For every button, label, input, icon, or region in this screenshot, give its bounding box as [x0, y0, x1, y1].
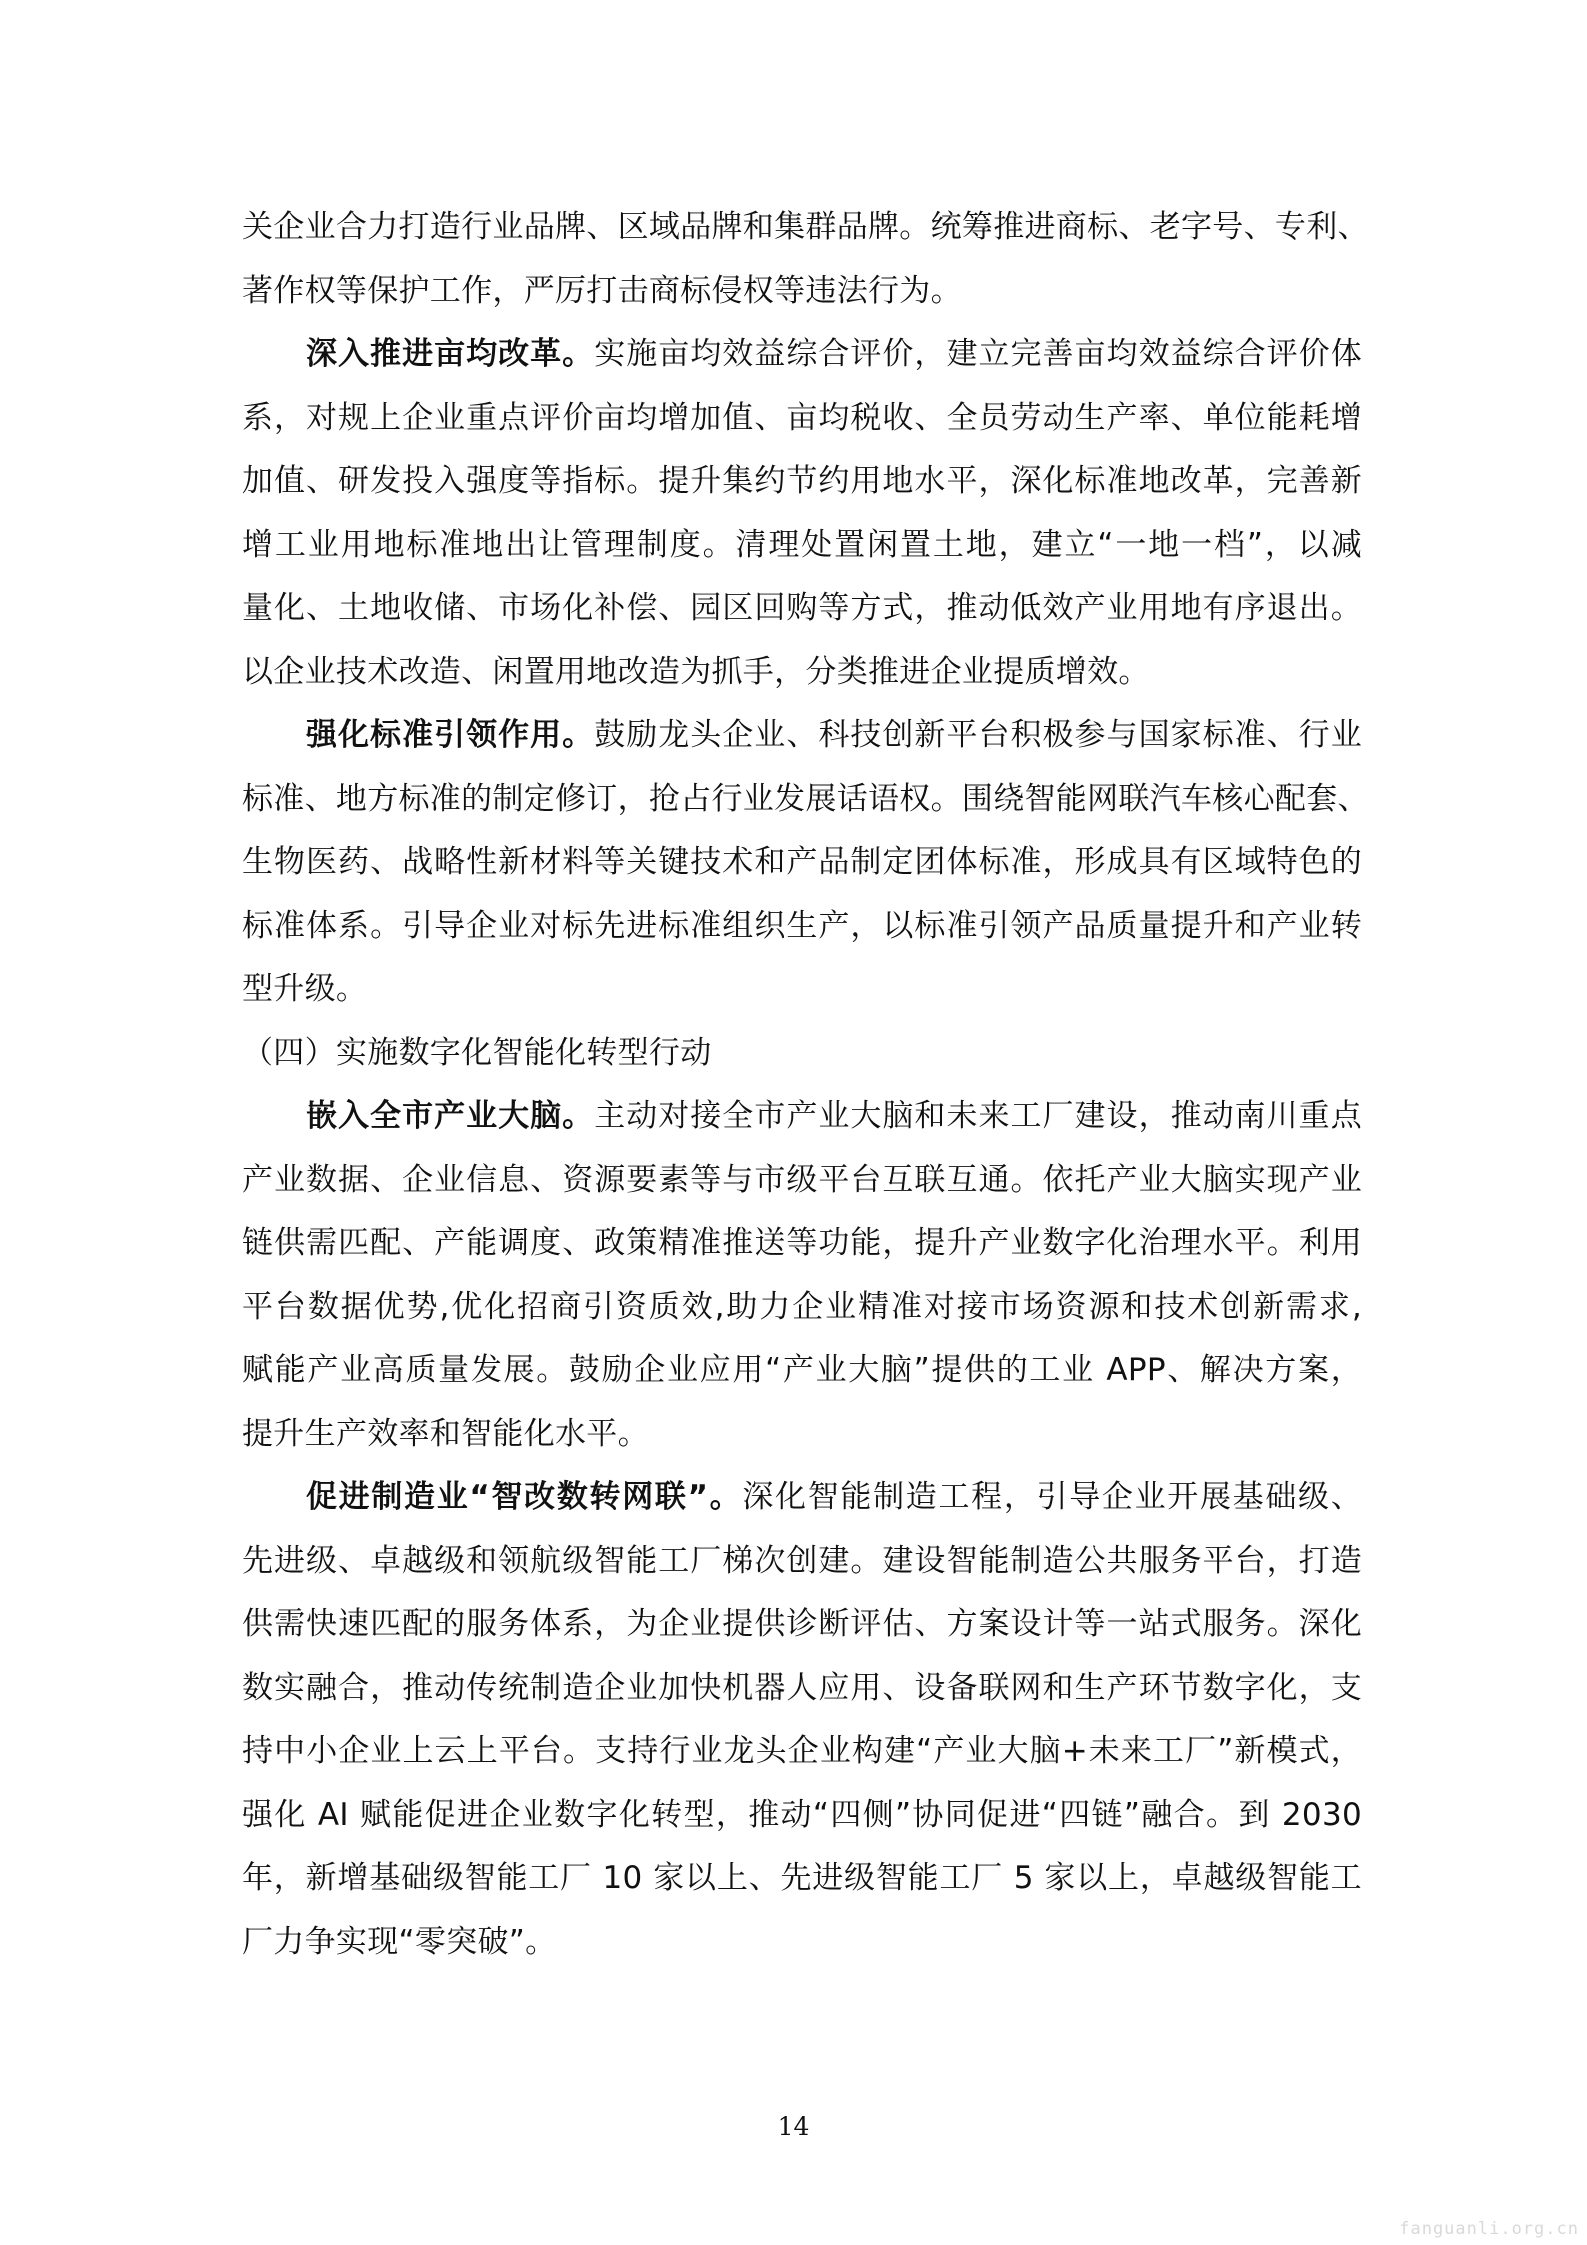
- paragraph-line: 生物医药、战略性新材料等关键技术和产品制定团体标准，形成具有区域特色的: [242, 844, 1362, 880]
- paragraph-bold-lead: 促进制造业“智改数转网联”。: [306, 1479, 743, 1515]
- paragraph-line: 赋能产业高质量发展。鼓励企业应用“产业大脑”提供的工业 APP、解决方案，: [242, 1352, 1362, 1388]
- paragraph-line: 系，对规上企业重点评价亩均增加值、亩均税收、全员劳动生产率、单位能耗增: [242, 399, 1362, 436]
- paragraph-line: 型升级。: [242, 971, 368, 1007]
- paragraph-text: 实施亩均效益综合评价，建立完善亩均效益综合评价体: [594, 336, 1362, 372]
- paragraph-first-line: [242, 1085, 1362, 1149]
- paragraph-line: 链供需匹配、产能调度、政策精准推送等功能，提升产业数字化治理水平。利用: [242, 1225, 1362, 1261]
- paragraph-line: 标准体系。引导企业对标先进标准组织生产，以标准引领产品质量提升和产业转: [242, 907, 1362, 944]
- paragraph-line: 以企业技术改造、闲置用地改造为抓手，分类推进企业提质增效。: [242, 653, 1150, 690]
- paragraph-first-line: [242, 704, 1362, 768]
- paragraph-line: 平台数据优势,优化招商引资质效,助力企业精准对接市场资源和技术创新需求,: [242, 1288, 1362, 1325]
- paragraph-line: 提升生产效率和智能化水平。: [242, 1415, 649, 1452]
- paragraph-text: 鼓励龙头企业、科技创新平台积极参与国家标准、行业: [594, 717, 1362, 753]
- paragraph-bold-lead: 深入推进亩均改革。: [306, 336, 595, 372]
- paragraph-line: 数实融合，推动传统制造企业加快机器人应用、设备联网和生产环节数字化，支: [242, 1669, 1362, 1706]
- paragraph-first-line: [242, 1466, 1362, 1530]
- paragraph-line: 标准、地方标准的制定修订，抢占行业发展话语权。围绕智能网联汽车核心配套、: [242, 780, 1369, 817]
- paragraph-line: 产业数据、企业信息、资源要素等与市级平台互联互通。依托产业大脑实现产业: [242, 1161, 1362, 1198]
- paragraph-line: 厂力争实现“零突破”。: [242, 1923, 557, 1960]
- page-number: 14: [777, 2112, 810, 2141]
- paragraph-text: 深化智能制造工程，引导企业开展基础级、: [742, 1479, 1363, 1515]
- paragraph-line: 先进级、卓越级和领航级智能工厂梯次创建。建设智能制造公共服务平台，打造: [242, 1542, 1362, 1579]
- paragraph-line: 著作权等保护工作，严厉打击商标侵权等违法行为。: [242, 272, 962, 309]
- paragraph-line: 加值、研发投入强度等指标。提升集约节约用地水平，深化标准地改革，完善新: [242, 463, 1362, 499]
- paragraph-line: 持中小企业上云上平台。支持行业龙头企业构建“产业大脑+未来工厂”新模式，: [242, 1733, 1362, 1769]
- paragraph-line: 供需快速匹配的服务体系，为企业提供诊断评估、方案设计等一站式服务。深化: [242, 1606, 1362, 1642]
- paragraph-bold-lead: 强化标准引领作用。: [306, 717, 595, 753]
- document-body: [242, 196, 1369, 1974]
- paragraph-line: 量化、土地收储、市场化补偿、园区回购等方式，推动低效产业用地有序退出。: [242, 590, 1362, 626]
- paragraph-line: 增工业用地标准地出让管理制度。清理处置闲置土地，建立“一地一档”，以减: [242, 526, 1362, 563]
- section-heading: （四）实施数字化智能化转型行动: [242, 1034, 712, 1071]
- paragraph-line: 年，新增基础级智能工厂 10 家以上、先进级智能工厂 5 家以上，卓越级智能工: [242, 1860, 1362, 1896]
- paragraph-text: 主动对接全市产业大脑和未来工厂建设，推动南川重点: [594, 1098, 1362, 1134]
- paragraph-bold-lead: 嵌入全市产业大脑。: [306, 1098, 595, 1134]
- paragraph-first-line: [242, 323, 1362, 387]
- watermark-text: fanguanli.org.cn: [1399, 2219, 1579, 2239]
- paragraph-line: 强化 AI 赋能促进企业数字化转型，推动“四侧”协同促进“四链”融合。到 2030: [242, 1796, 1362, 1833]
- paragraph-line: 关企业合力打造行业品牌、区域品牌和集群品牌。统筹推进商标、老字号、专利、: [242, 209, 1369, 245]
